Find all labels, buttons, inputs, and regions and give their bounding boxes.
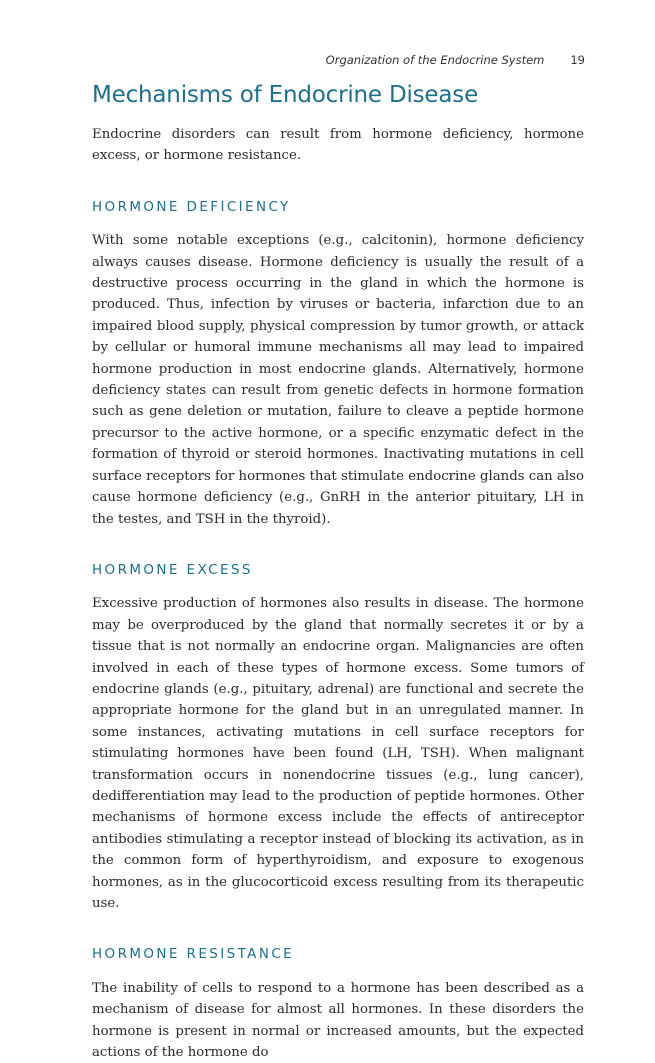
running-title: Organization of the Endocrine System bbox=[325, 53, 545, 67]
body-content bbox=[92, 124, 584, 1063]
intro-paragraph: Endocrine disorders can result from hormone deficiency, hormone excess, or hormone resistance. bbox=[92, 127, 584, 164]
heading-hormone-deficiency: HORMONE DEFICIENCY bbox=[92, 198, 291, 215]
page-number: 19 bbox=[570, 53, 585, 67]
running-head bbox=[326, 53, 585, 67]
paragraph-hormone-resistance: The inability of cells to respond to a hormone has been described as a mechanism of disease for almost all hormones. In these disorders the hormone is present in normal or increased amounts, but the expected actions of the hormone do bbox=[92, 980, 584, 1061]
heading-hormone-excess: HORMONE EXCESS bbox=[92, 561, 253, 578]
section-title: Mechanisms of Endocrine Disease bbox=[92, 82, 479, 108]
paragraph-hormone-excess: Excessive production of hormones also results in disease. The hormone may be overproduced by the gland that normally secretes it or by a tissue that is not normally an endocrine organ. Malignancies are often involved in each of these types of hormone excess. Some tumors of endocrine glands (e.g., pituitary, adrenal) are functional and secrete the appropriate hormone for the gland but in an unregulated manner. In some instances, activating mutations in cell surface receptors for stimulating hormones have been found (LH, TSH). When malignant transformation occurs in nonendocrine tissues (e.g., lung cancer), dedifferentiation may lead to the production of peptide hormones. Other mechanisms of hormone excess include the effects of antireceptor antibodies stimulating a receptor instead of blocking its activation, as in the common form of hyperthyroidism, and exposure to exogenous hormones, as in the glucocorticoid excess resulting from its therapeutic use. bbox=[92, 596, 584, 911]
paragraph-hormone-deficiency: With some notable exceptions (e.g., calcitonin), hormone deficiency always causes disease. Hormone deficiency is usually the result of a destructive process occurring in the gland in which the hormone is produced. Thus, infection by viruses or bacteria, infarction due to an impaired blood supply, physical compression by tumor growth, or attack by cellular or humoral immune mechanisms all may lead to impaired hormone production in most endocrine glands. Alternatively, hormone deficiency states can result from genetic defects in hormone formation such as gene deletion or mutation, failure to cleave a peptide hormone precursor to the active hormone, or a specific enzymatic defect in the formation of thyroid or steroid hormones. Inactivating mutations in cell surface receptors for hormones that stimulate endocrine glands can also cause hormone deficiency (e.g., GnRH in the anterior pituitary, LH in the testes, and TSH in the thyroid). bbox=[92, 233, 584, 527]
heading-hormone-resistance: HORMONE RESISTANCE bbox=[92, 946, 295, 963]
